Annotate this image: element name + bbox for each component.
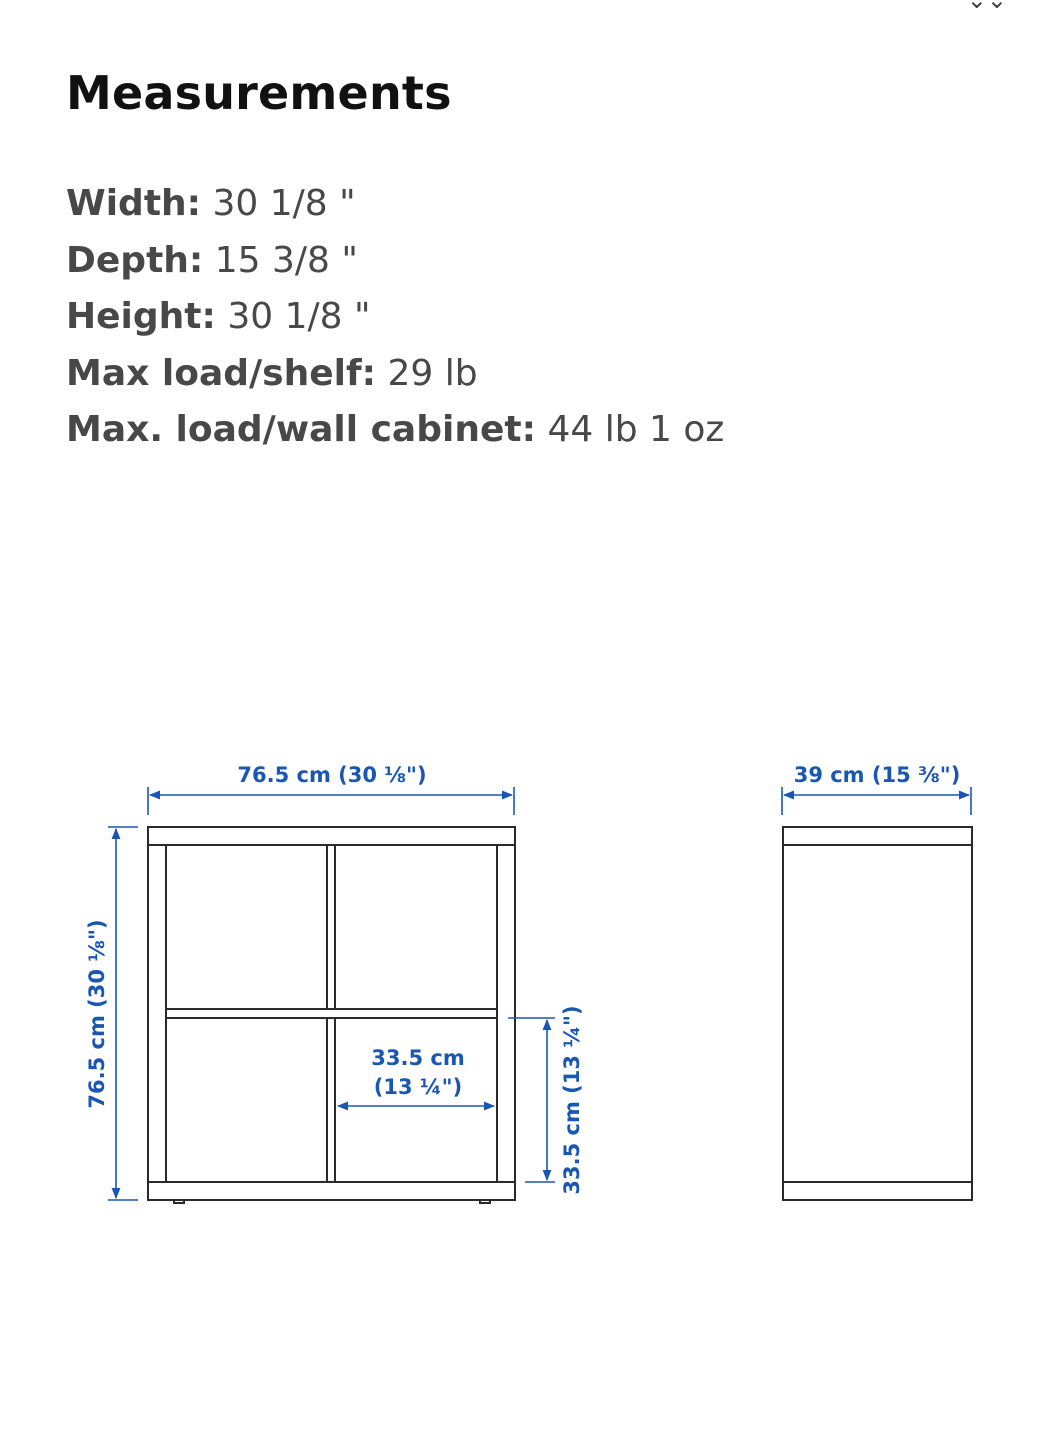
shelf-horizontal-divider — [166, 1009, 497, 1018]
spec-label: Max load/shelf: — [66, 352, 377, 394]
close-icon[interactable]: ⌄⌄ — [966, 0, 1007, 14]
shelf-foot — [480, 1200, 490, 1203]
spec-label: Height: — [66, 296, 216, 337]
page-title: Measurements — [66, 66, 452, 120]
side-top-panel — [783, 827, 972, 845]
side-outer-frame — [783, 827, 972, 1200]
front-height-label: 76.5 cm (30 ⅛") — [85, 919, 109, 1109]
spec-value: 44 lb 1 oz — [547, 409, 725, 450]
front-view-shelf — [148, 827, 515, 1203]
side-bottom-panel — [783, 1182, 972, 1200]
shelf-right-side — [497, 845, 515, 1182]
front-width-label: 76.5 cm (30 ⅛") — [237, 763, 427, 787]
spec-label: Width: — [66, 183, 202, 224]
shelf-bottom-panel — [148, 1182, 515, 1200]
shelf-top-panel — [148, 827, 515, 845]
spec-value: 29 lb — [387, 352, 478, 394]
spec-value: 30 1/8 " — [227, 296, 371, 337]
side-view-shelf — [783, 827, 972, 1200]
shelf-foot — [174, 1200, 184, 1203]
spec-value: 30 1/8 " — [212, 183, 356, 224]
compartment-height-label: 33.5 cm (13 ¼") — [560, 1005, 584, 1195]
spec-label: Max. load/wall cabinet: — [66, 409, 536, 450]
compartment-width-label-line2: (13 ¼") — [373, 1075, 463, 1099]
side-depth-label: 39 cm (15 ⅜") — [793, 763, 961, 787]
shelf-left-side — [148, 845, 166, 1182]
compartment-width-label-line1: 33.5 cm — [371, 1046, 465, 1070]
spec-value: 15 3/8 " — [214, 239, 358, 281]
spec-label: Depth: — [66, 239, 204, 281]
